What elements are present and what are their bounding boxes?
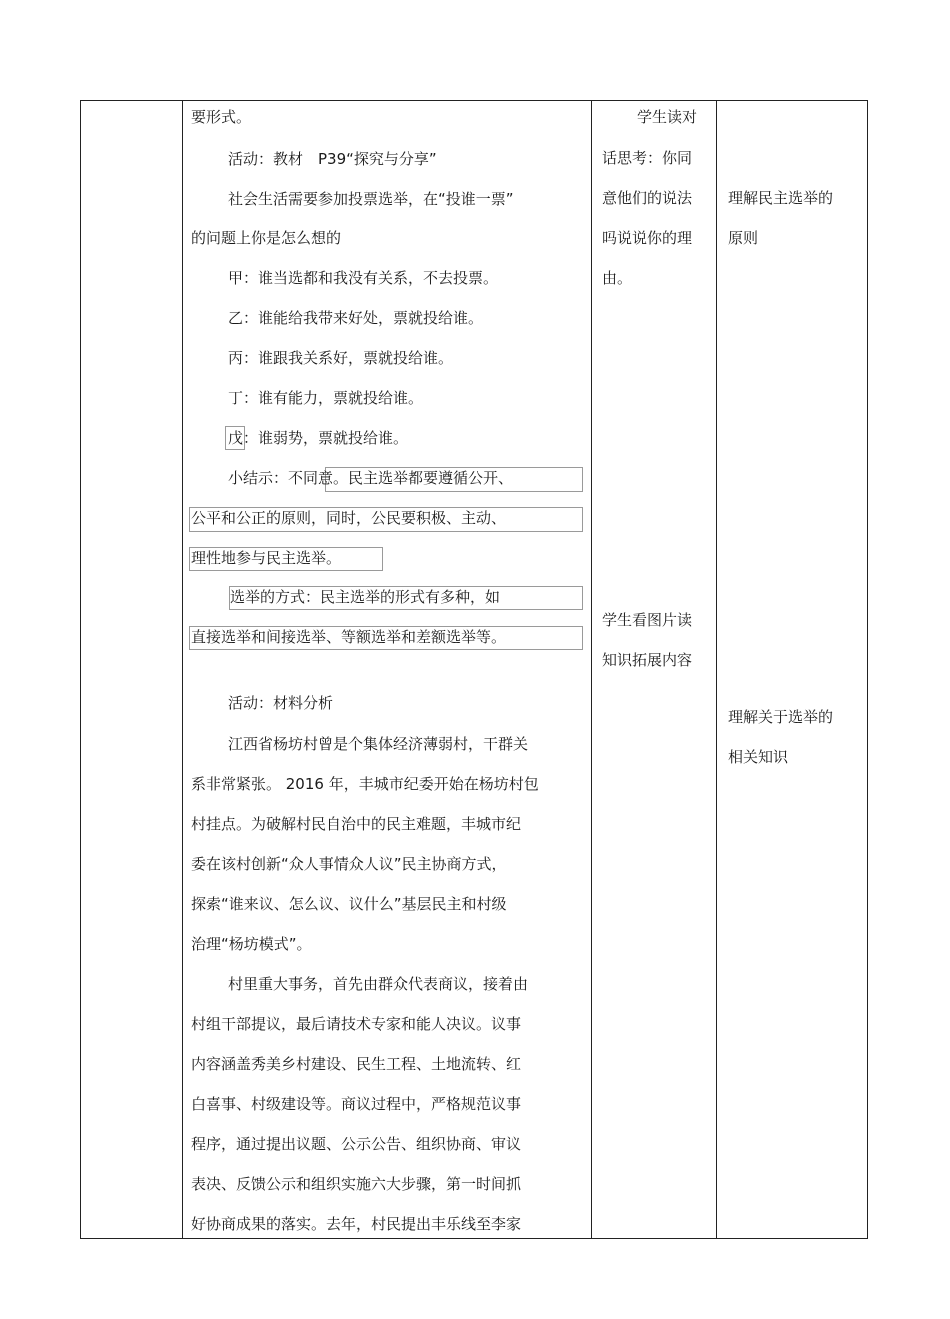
activity-heading: 活动：教材 P39“探究与分享”: [228, 150, 437, 168]
design-intent-line: 理解关于选举的: [728, 708, 834, 726]
content-line: 江西省杨坊村曾是个集体经济薄弱村，干群关: [228, 735, 529, 753]
student-activity-line: 学生读对: [637, 108, 698, 126]
design-intent-line: 理解民主选举的: [728, 189, 834, 207]
content-line: 村组干部提议，最后请技术专家和能人决议。议事: [191, 1015, 522, 1033]
content-line: 的问题上你是怎么想的: [191, 229, 342, 247]
design-intent-line: 相关知识: [728, 748, 789, 766]
content-line: 探索“谁来议、怎么议、议什么”基层民主和村级: [191, 895, 507, 913]
content-line: 内容涵盖秀美乡村建设、民生工程、土地流转、红: [191, 1055, 522, 1073]
summary-line: 公平和公正的原则，同时，公民要积极、主动、: [191, 509, 507, 527]
content-line: 村挂点。为破解村民自治中的民主难题，丰城市纪: [191, 815, 522, 833]
teaching-content-column: [183, 101, 590, 1238]
student-activity-line: 吗说说你的理: [602, 229, 693, 247]
activity-heading: 活动：材料分析: [228, 694, 334, 712]
content-line: 委在该村创新“众人事情众人议”民主协商方式，: [191, 855, 507, 873]
opinion-line: 乙：谁能给我带来好处，票就投给谁。: [228, 309, 484, 327]
lesson-table: [80, 100, 868, 1239]
student-activity-line: 由。: [602, 269, 633, 287]
opinion-line: 丙：谁跟我关系好，票就投给谁。: [228, 349, 454, 367]
content-line: 要形式。: [191, 108, 252, 126]
content-line: 白喜事、村级建设等。商议过程中，严格规范议事: [191, 1095, 522, 1113]
content-line: 系非常紧张。 2016 年，丰城市纪委开始在杨坊村包: [191, 775, 539, 793]
design-intent-column: [717, 101, 867, 1238]
content-line: 程序，通过提出议题、公示公告、组织协商、审议: [191, 1135, 522, 1153]
content-line: 村里重大事务，首先由群众代表商议，接着由: [228, 975, 529, 993]
stage-column: [81, 101, 182, 1238]
content-line: 好协商成果的落实。去年，村民提出丰乐线至李家: [191, 1215, 522, 1233]
content-line: 表决、反馈公示和组织实施六大步骤，第一时间抓: [191, 1175, 522, 1193]
election-method-line: 选举的方式：民主选举的形式有多种，如: [230, 588, 501, 606]
summary-line: 理性地参与民主选举。: [191, 549, 342, 567]
opinion-line: 甲：谁当选都和我没有关系，不去投票。: [228, 269, 499, 287]
content-line: 社会生活需要参加投票选举，在“投谁一票”: [228, 190, 514, 208]
opinion-line: 戊：谁弱势，票就投给谁。: [228, 429, 409, 447]
election-method-line: 直接选举和间接选举、等额选举和差额选举等。: [191, 628, 507, 646]
student-activity-line: 意他们的说法: [602, 189, 693, 207]
student-activity-line: 知识拓展内容: [602, 651, 693, 669]
design-intent-line: 原则: [728, 229, 759, 247]
opinion-line: 丁：谁有能力，票就投给谁。: [228, 389, 424, 407]
student-activity-column: [592, 101, 715, 1238]
summary-line: 小结示：不同意。民主选举都要遵循公开、: [228, 469, 514, 487]
content-line: 治理“杨坊模式”。: [191, 935, 312, 953]
student-activity-line: 话思考：你同: [602, 149, 693, 167]
student-activity-line: 学生看图片读: [602, 611, 693, 629]
